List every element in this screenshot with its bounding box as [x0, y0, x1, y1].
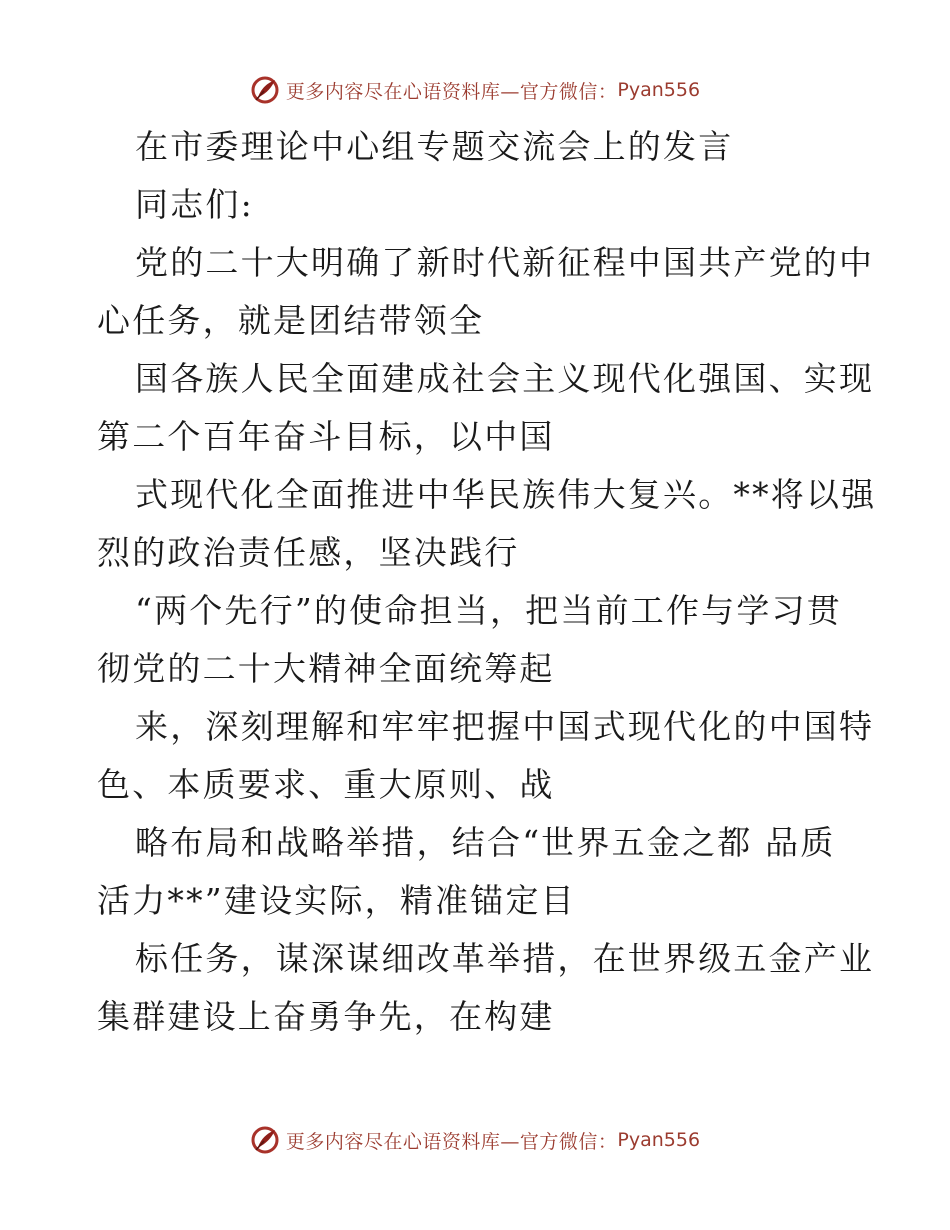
paragraph-line: 标任务，谋深谋细改革举措，在世界级五金产业 [135, 939, 875, 978]
paragraph-line: 国各族人民全面建成社会主义现代化强国、实现 [135, 359, 875, 398]
paragraph-line: 来，深刻理解和牢牢把握中国式现代化的中国特 [135, 707, 875, 746]
paragraph-line: 烈的政治责任感，坚决践行 [97, 533, 520, 572]
banner-text: 更多内容尽在心语资料库—官方微信： [285, 1130, 618, 1153]
paragraph-line: “两个先行”的使命担当，把当前工作与学习贯 [135, 591, 842, 630]
feather-pen-logo-icon [250, 75, 280, 105]
wechat-id: Pyan556 [617, 1129, 701, 1151]
paragraph-line: 集群建设上奋勇争先，在构建 [97, 997, 555, 1036]
paragraph-line: 式现代化全面推进中华民族伟大复兴。**将以强 [135, 475, 877, 514]
paragraph-line: 心任务，就是团结带领全 [97, 301, 485, 340]
document-title: 在市委理论中心组专题交流会上的发言 [135, 127, 734, 166]
salutation: 同志们: [135, 185, 254, 224]
paragraph-line: 彻党的二十大精神全面统筹起 [97, 649, 555, 688]
paragraph-line: 第二个百年奋斗目标，以中国 [97, 417, 555, 456]
header-banner [0, 70, 950, 110]
feather-pen-logo-icon [250, 1125, 280, 1155]
footer-banner [0, 1120, 950, 1160]
paragraph-line: 活力**”建设实际，精准锚定目 [97, 881, 576, 920]
banner-text: 更多内容尽在心语资料库—官方微信： [285, 80, 618, 103]
paragraph-line: 略布局和战略举措，结合“世界五金之都 品质 [135, 823, 836, 862]
document-body [97, 122, 877, 1050]
paragraph-line: 色、本质要求、重大原则、战 [97, 765, 555, 804]
wechat-id: Pyan556 [617, 79, 701, 101]
paragraph-line: 党的二十大明确了新时代新征程中国共产党的中 [135, 243, 875, 282]
